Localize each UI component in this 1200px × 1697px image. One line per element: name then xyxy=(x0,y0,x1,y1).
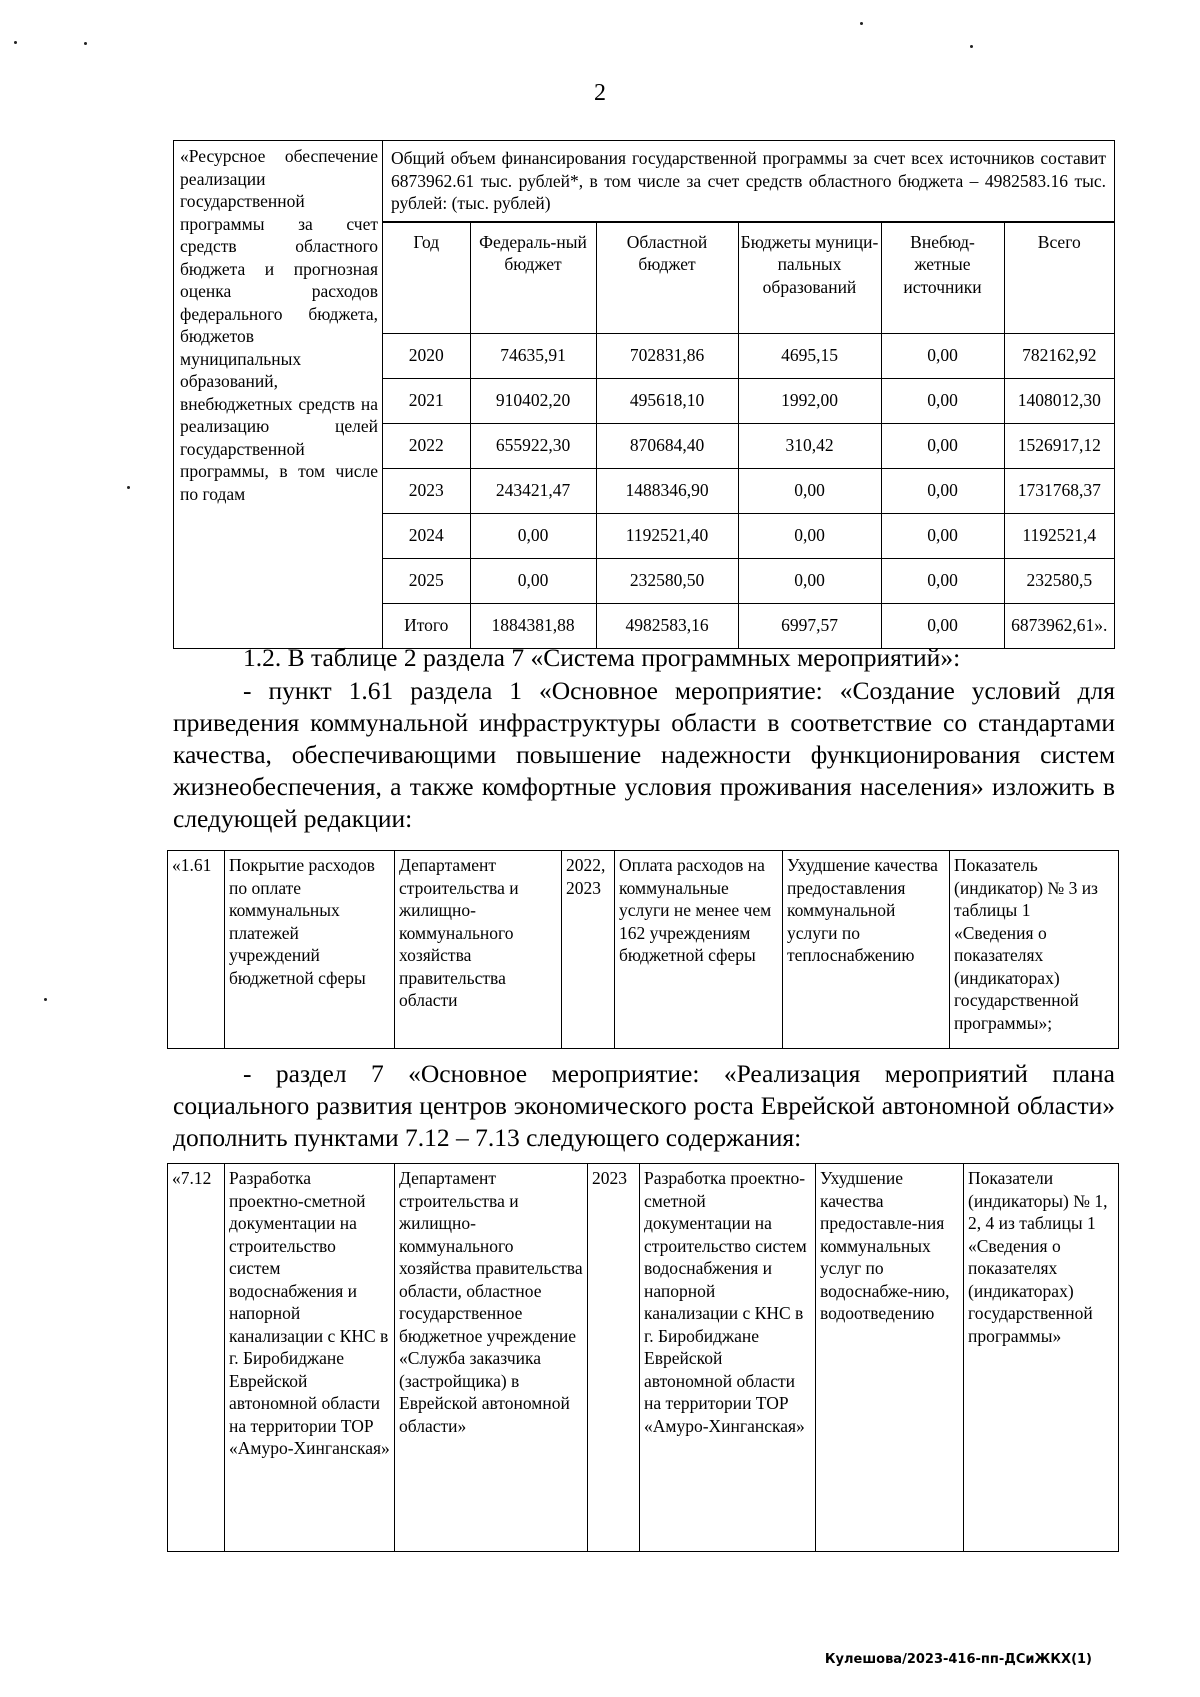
scan-speck xyxy=(84,42,87,45)
item-years: 2022, 2023 xyxy=(562,851,615,1049)
cell-municipal: 1992,00 xyxy=(738,378,881,423)
item-result: Оплата расходов на коммунальные услуги не менее чем 162 учреждениям бюджетной сферы xyxy=(615,851,783,1049)
paragraph-1-2: 1.2. В таблице 2 раздела 7 «Система программных мероприятий»: xyxy=(243,643,961,672)
scan-speck xyxy=(860,22,863,25)
scan-speck xyxy=(127,486,130,489)
financing-header-row xyxy=(383,222,1114,333)
header-total: Всего xyxy=(1004,222,1114,333)
cell-regional: 870684,40 xyxy=(596,423,738,468)
cell-extrabudget: 0,00 xyxy=(881,513,1004,558)
cell-year: 2022 xyxy=(383,423,470,468)
cell-regional: 4982583,16 xyxy=(596,603,738,648)
cell-total: 232580,5 xyxy=(1004,558,1114,603)
cell-year: 2020 xyxy=(383,333,470,378)
cell-extrabudget: 0,00 xyxy=(881,378,1004,423)
item-executor: Департамент строительства и жилищно-коммунального хозяйства правительства области, областное государственное бюджетное учреждение «Служба заказчика (застройщика) в Еврейской автономной области» xyxy=(395,1164,588,1552)
item-executor: Департамент строительства и жилищно-коммунального хозяйства правительства области xyxy=(395,851,562,1049)
item-number: «1.61 xyxy=(168,851,225,1049)
item-years: 2023 xyxy=(588,1164,640,1552)
item-consequence: Ухудшение качества предоставления коммунальной услуги по теплоснабжению xyxy=(783,851,950,1049)
resource-table xyxy=(173,140,1115,649)
item-name: Разработка проектно-сметной документации на строительство систем водоснабжения и напорной канализации с КНС в г. Биробиджане Еврейской автономной области на территории ТОР «Амуро-Хинганская» xyxy=(225,1164,395,1552)
cell-federal: 243421,47 xyxy=(470,468,596,513)
resource-label: «Ресурсное обеспечение реализации государственной программы за счет средств областного бюджета и прогнозная оценка расходов федерального бюджета, бюджетов муниципальных образований, внебюджетных средств на реализацию целей государственной программы, в том числе по годам xyxy=(174,141,383,649)
cell-total: 6873962,61». xyxy=(1004,603,1114,648)
cell-municipal: 0,00 xyxy=(738,468,881,513)
financing-row xyxy=(383,468,1114,513)
cell-extrabudget: 0,00 xyxy=(881,423,1004,468)
financing-row xyxy=(383,333,1114,378)
page-number: 2 xyxy=(594,80,606,106)
cell-regional: 495618,10 xyxy=(596,378,738,423)
cell-regional: 1488346,90 xyxy=(596,468,738,513)
cell-regional: 702831,86 xyxy=(596,333,738,378)
table-row xyxy=(168,851,1119,1049)
cell-extrabudget: 0,00 xyxy=(881,333,1004,378)
cell-year: 2025 xyxy=(383,558,470,603)
measure-table-1-61 xyxy=(167,850,1119,1049)
paragraph-item-1-61: - пункт 1.61 раздела 1 «Основное мероприятие: «Создание условий для приведения коммунальной инфраструктуры области в соответствие со стандартами качества, обеспечивающими повышение надежности функционирования систем жизнеобеспечения, а также комфортные условия проживания населения» изложить в следующей редакции: xyxy=(173,676,1115,833)
cell-total: 1192521,4 xyxy=(1004,513,1114,558)
cell-extrabudget: 0,00 xyxy=(881,468,1004,513)
cell-year: 2024 xyxy=(383,513,470,558)
scan-speck xyxy=(970,45,973,48)
cell-federal: 74635,91 xyxy=(470,333,596,378)
header-federal: Федераль-ный бюджет xyxy=(470,222,596,333)
cell-regional: 232580,50 xyxy=(596,558,738,603)
cell-municipal: 6997,57 xyxy=(738,603,881,648)
item-name: Покрытие расходов по оплате коммунальных платежей учреждений бюджетной сферы xyxy=(225,851,395,1049)
financing-row xyxy=(383,558,1114,603)
paragraph-section-7: - раздел 7 «Основное мероприятие: «Реализация мероприятий плана социального развития центров экономического роста Еврейской автономной области» дополнить пунктами 7.12 – 7.13 следующего содержания: xyxy=(173,1059,1115,1152)
item-result: Разработка проектно-сметной документации на строительство систем водоснабжения и напорной канализации с КНС в г. Биробиджане Еврейской автономной области на территории ТОР «Амуро-Хинганская» xyxy=(640,1164,816,1552)
financing-row xyxy=(383,423,1114,468)
cell-federal: 0,00 xyxy=(470,513,596,558)
financing-row xyxy=(383,378,1114,423)
header-regional: Областной бюджет xyxy=(596,222,738,333)
document-footer-code: Кулешова/2023-416-пп-ДСиЖКХ(1) xyxy=(824,1652,1092,1667)
cell-federal: 1884381,88 xyxy=(470,603,596,648)
cell-year: 2023 xyxy=(383,468,470,513)
financing-table xyxy=(383,222,1114,648)
cell-municipal: 0,00 xyxy=(738,558,881,603)
cell-federal: 0,00 xyxy=(470,558,596,603)
header-municipal: Бюджеты муници-пальных образований xyxy=(738,222,881,333)
cell-municipal: 0,00 xyxy=(738,513,881,558)
scan-speck xyxy=(44,998,47,1001)
resource-intro: Общий объем финансирования государственной программы за счет всех источников составит 6873962.61 тыс. рублей*, в том числе за счет средств областного бюджета – 4982583.16 тыс. рублей: (тыс. рублей) xyxy=(383,141,1114,222)
resource-content xyxy=(383,141,1115,649)
scan-speck xyxy=(14,41,17,44)
financing-row xyxy=(383,513,1114,558)
measure-table-7-12 xyxy=(167,1163,1119,1552)
cell-total: 1731768,37 xyxy=(1004,468,1114,513)
cell-extrabudget: 0,00 xyxy=(881,603,1004,648)
table-row xyxy=(168,1164,1119,1552)
header-year: Год xyxy=(383,222,470,333)
cell-total: 1408012,30 xyxy=(1004,378,1114,423)
cell-total: 782162,92 xyxy=(1004,333,1114,378)
item-indicator: Показатель (индикатор) № 3 из таблицы 1 «Сведения о показателях (индикаторах) государственной программы»; xyxy=(950,851,1119,1049)
cell-municipal: 310,42 xyxy=(738,423,881,468)
financing-row xyxy=(383,603,1114,648)
cell-regional: 1192521,40 xyxy=(596,513,738,558)
cell-federal: 655922,30 xyxy=(470,423,596,468)
item-number: «7.12 xyxy=(168,1164,225,1552)
cell-extrabudget: 0,00 xyxy=(881,558,1004,603)
header-extrabudget: Внебюд-жетные источники xyxy=(881,222,1004,333)
cell-federal: 910402,20 xyxy=(470,378,596,423)
item-consequence: Ухудшение качества предоставле-ния коммунальных услуг по водоснабже-нию, водоотведению xyxy=(816,1164,964,1552)
cell-municipal: 4695,15 xyxy=(738,333,881,378)
item-indicator: Показатели (индикаторы) № 1, 2, 4 из таблицы 1 «Сведения о показателях (индикаторах) государственной программы» xyxy=(964,1164,1119,1552)
cell-total: 1526917,12 xyxy=(1004,423,1114,468)
cell-year: Итого xyxy=(383,603,470,648)
cell-year: 2021 xyxy=(383,378,470,423)
